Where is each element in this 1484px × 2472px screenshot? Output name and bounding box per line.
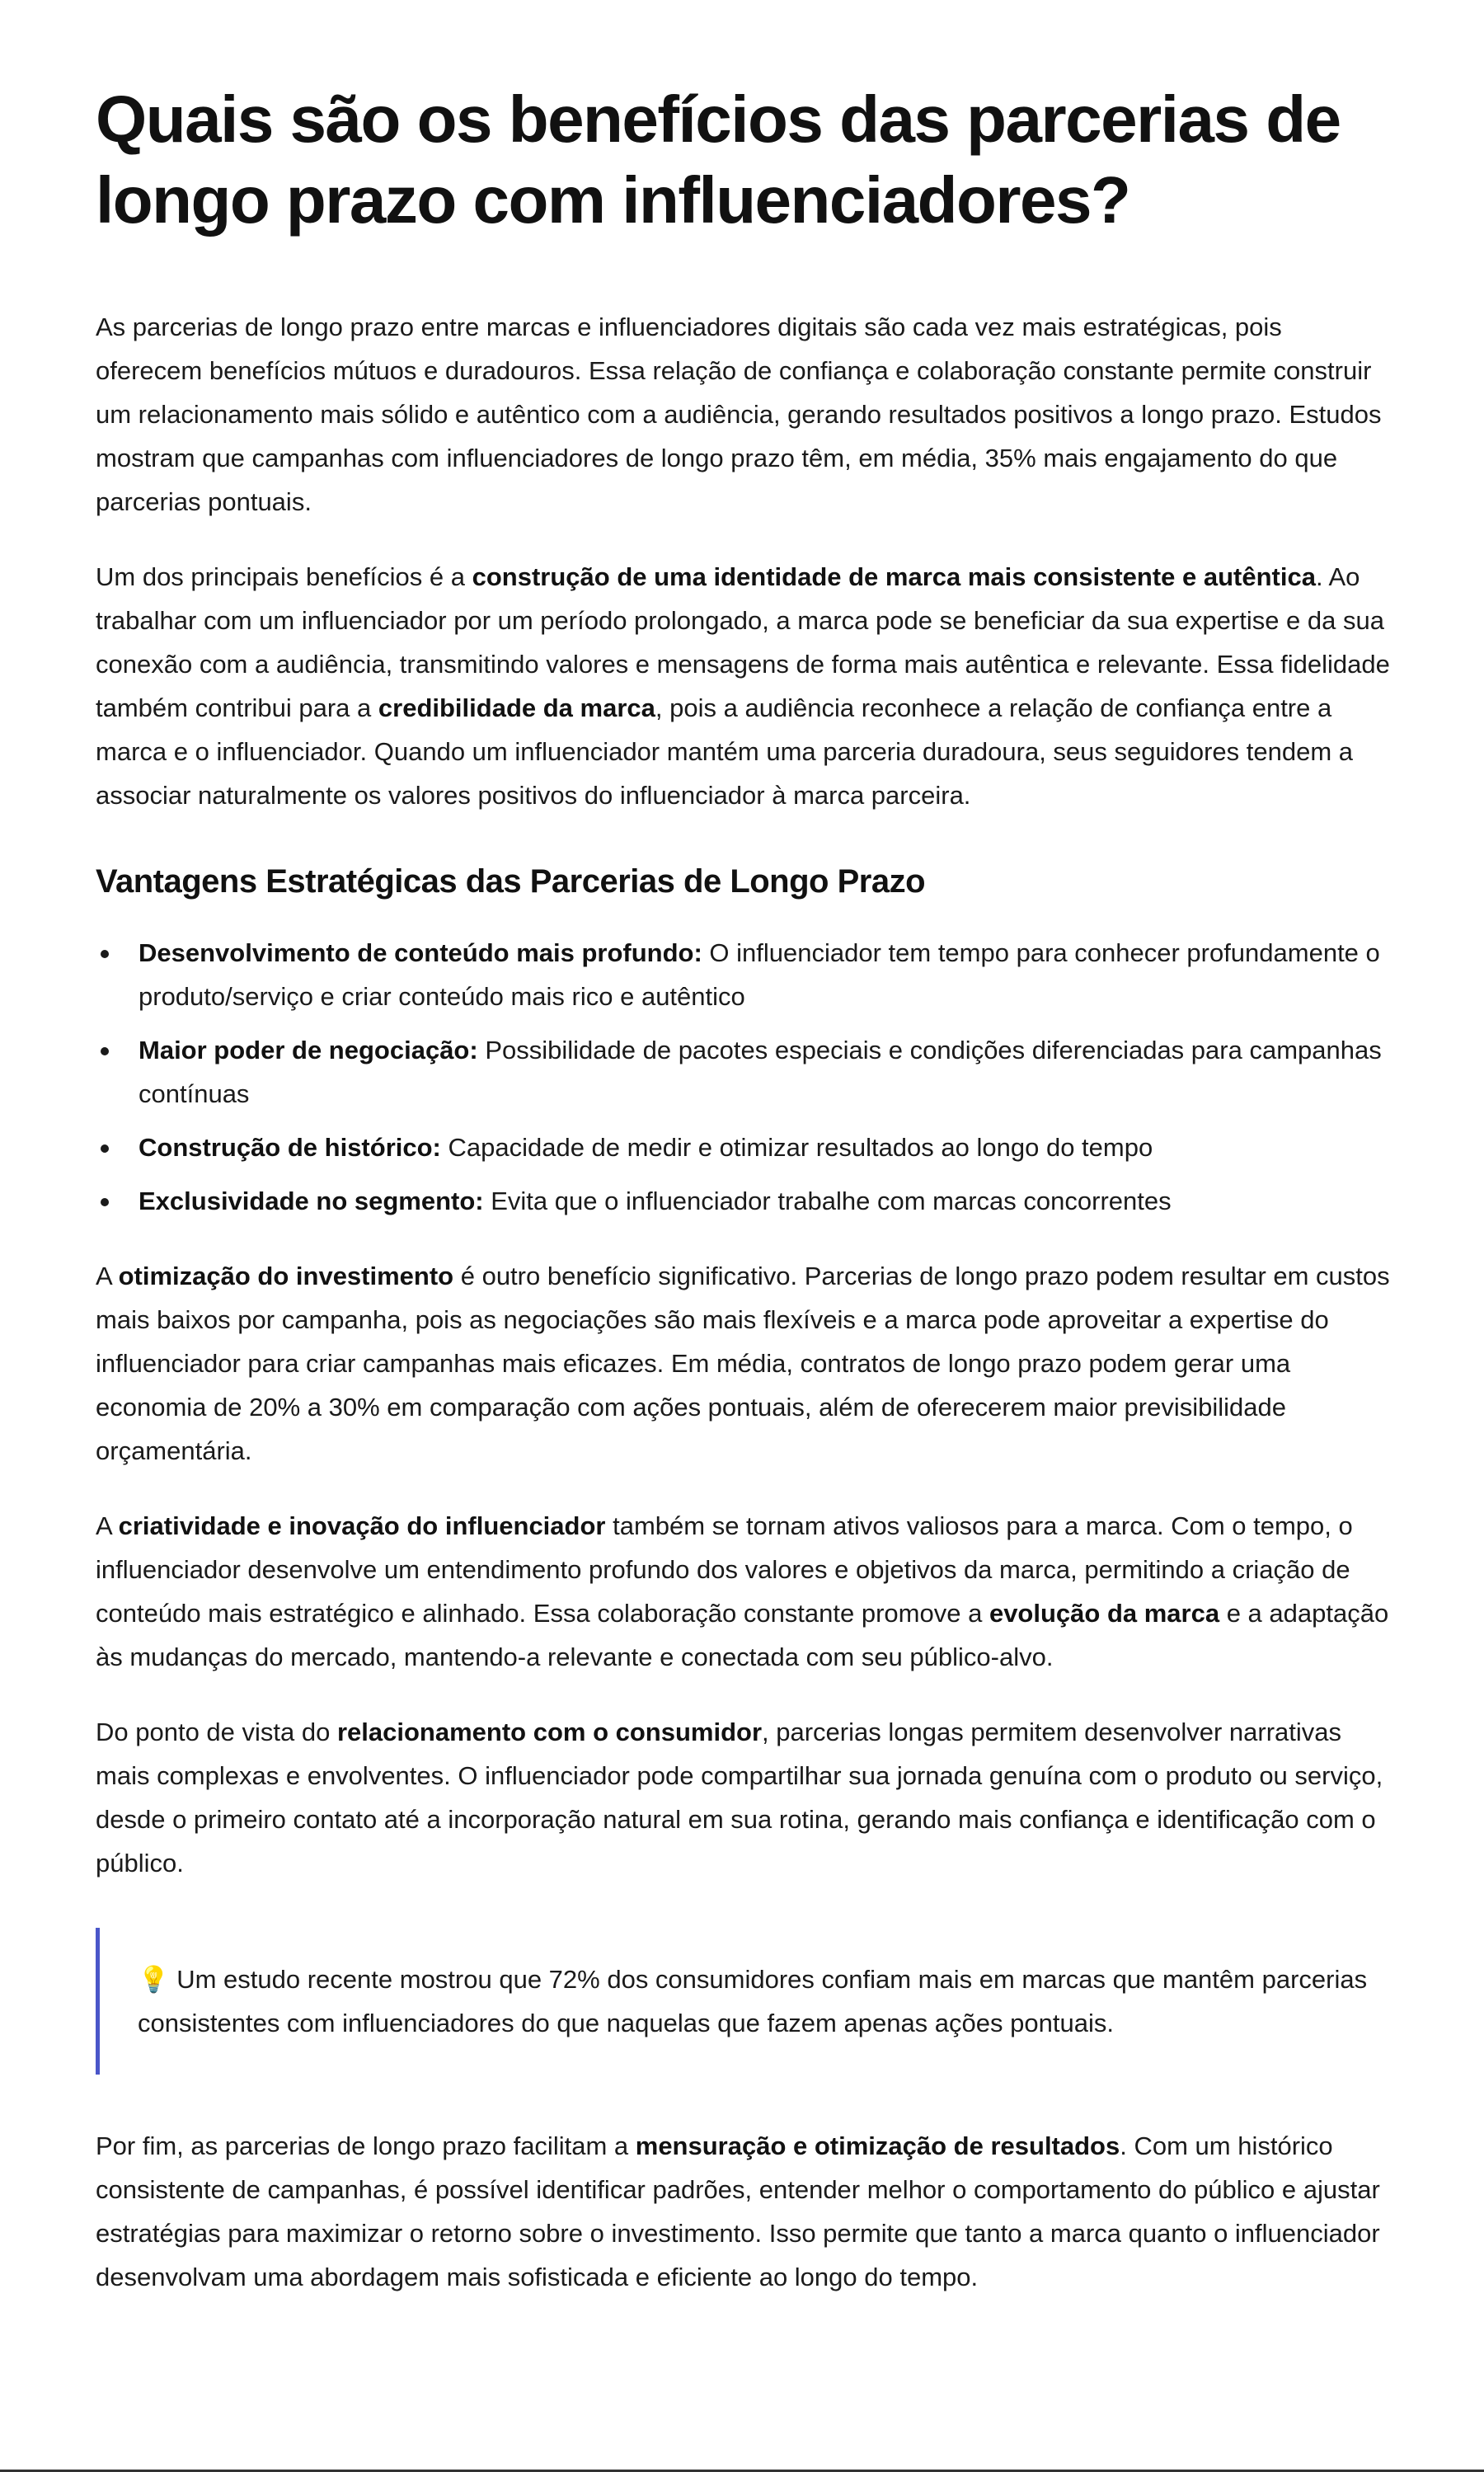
bold-run: relacionamento com o consumidor [336, 1718, 763, 1746]
text-run: também se tornam ativos valiosos para a marca. Com o tempo, o influenciador desenvolve um entendimento profundo dos valores e objetivos da marca, permitindo a criação de conteúdo mais estratégico e alinhado. Essa colaboração constante promove a [96, 1511, 1353, 1628]
list-item-label: Desenvolvimento de conteúdo mais profundo: [139, 938, 702, 967]
investment-paragraph [96, 1254, 1392, 1473]
text-run: . Ao trabalhar com um influenciador por um período prolongado, a marca pode se beneficiar da sua expertise e da sua conexão com a audiência, transmitindo valores e mensagens de forma mais autêntica e relevante. Essa fidelidade também contribui para a [96, 562, 1390, 722]
text-run: Um dos principais benefícios é a [96, 562, 472, 591]
creativity-paragraph [96, 1504, 1392, 1679]
list-item [96, 931, 1392, 1018]
callout-quote [96, 1928, 1392, 2075]
bold-run: mensuração e otimização de resultados [635, 2131, 1120, 2160]
list-item-label: Construção de histórico: [139, 1133, 441, 1162]
consumer-relationship-paragraph [96, 1710, 1392, 1885]
text-run: , pois a audiência reconhece a relação de confiança entre a marca e o influenciador. Quando um influenciador mantém uma parceria duradoura, seus seguidores tendem a associar naturalmente os valores positivos do influenciador à marca parceira. [96, 693, 1354, 810]
bold-run: credibilidade da marca [378, 693, 655, 722]
callout-text: Um estudo recente mostrou que 72% dos consumidores confiam mais em marcas que mantêm parcerias consistentes com influenciadores do que naquelas que fazem apenas ações pontuais. [138, 1965, 1368, 2037]
text-run: Por fim, as parcerias de longo prazo facilitam a [96, 2131, 636, 2160]
bullet-icon [101, 950, 109, 958]
bold-run: construção de uma identidade de marca mais consistente e autêntica [472, 562, 1316, 591]
intro-paragraph: As parcerias de longo prazo entre marcas e influenciadores digitais são cada vez mais estratégicas, pois oferecem benefícios mútuos e duradouros. Essa relação de confiança e colaboração constante permite construir um relacionamento mais sólido e autêntico com a audiência, gerando resultados positivos a longo prazo. Estudos mostram que campanhas com influenciadores de longo prazo têm, em média, 35% mais engajamento do que parcerias pontuais. [96, 313, 1382, 516]
list-item [96, 1179, 1392, 1223]
text-run: , parcerias longas permitem desenvolver narrativas mais complexas e envolventes. O influenciador pode compartilhar sua jornada genuína com o produto ou serviço, desde o primeiro contato até a incorporação natural em sua rotina, gerando mais confiança e identificação com o público. [96, 1718, 1383, 1877]
list-item [96, 1028, 1392, 1116]
bullet-icon [101, 1047, 109, 1055]
bullet-icon [101, 1144, 109, 1153]
lightbulb-icon: 💡 [138, 1965, 170, 1994]
bold-run: criatividade e inovação do influenciador [118, 1511, 606, 1540]
advantages-list [96, 931, 1392, 1223]
bullet-icon [101, 1198, 109, 1206]
text-run: e a adaptação às mudanças do mercado, mantendo-a relevante e conectada com seu público-alvo. [96, 1599, 1389, 1671]
text-run: . Com um histórico consistente de campanhas, é possível identificar padrões, entender melhor o comportamento do público e ajustar estratégias para maximizar o retorno sobre o investimento. Isso permite que tanto a marca quanto o influenciador desenvolvam uma abordagem mais sofisticada e eficiente ao longo do tempo. [96, 2131, 1380, 2291]
list-item [96, 1126, 1392, 1169]
list-item-label: Exclusividade no segmento: [139, 1187, 484, 1215]
list-item-label: Maior poder de negociação: [139, 1036, 478, 1064]
article [96, 79, 1392, 2330]
text-run: Do ponto de vista do [96, 1718, 337, 1746]
text-run: A [96, 1262, 119, 1290]
brand-identity-paragraph [96, 555, 1392, 817]
list-item-text: Evita que o influenciador trabalhe com marcas concorrentes [483, 1187, 1172, 1215]
section-heading: Vantagens Estratégicas das Parcerias de Longo Prazo [96, 863, 926, 900]
list-item-text: O influenciador tem tempo para conhecer profundamente o produto/serviço e criar conteúdo mais rico e autêntico [139, 938, 1380, 1011]
bold-run: evolução da marca [989, 1599, 1220, 1628]
list-item-text: Capacidade de medir e otimizar resultados ao longo do tempo [440, 1133, 1153, 1162]
measurement-paragraph [96, 2124, 1392, 2299]
text-run: é outro benefício significativo. Parcerias de longo prazo podem resultar em custos mais baixos por campanha, pois as negociações são mais flexíveis e a marca pode aproveitar a expertise do influenciador para criar campanhas mais eficazes. Em média, contratos de longo prazo podem gerar uma economia de 20% a 30% em comparação com ações pontuais, além de oferecerem maior previsibilidade orçamentária. [96, 1262, 1390, 1465]
list-item-text: Possibilidade de pacotes especiais e condições diferenciadas para campanhas contínuas [139, 1036, 1382, 1108]
bold-run: otimização do investimento [118, 1262, 454, 1290]
text-run: A [96, 1511, 119, 1540]
page-title: Quais são os benefícios das parcerias de longo prazo com influenciadores? [96, 82, 1341, 237]
